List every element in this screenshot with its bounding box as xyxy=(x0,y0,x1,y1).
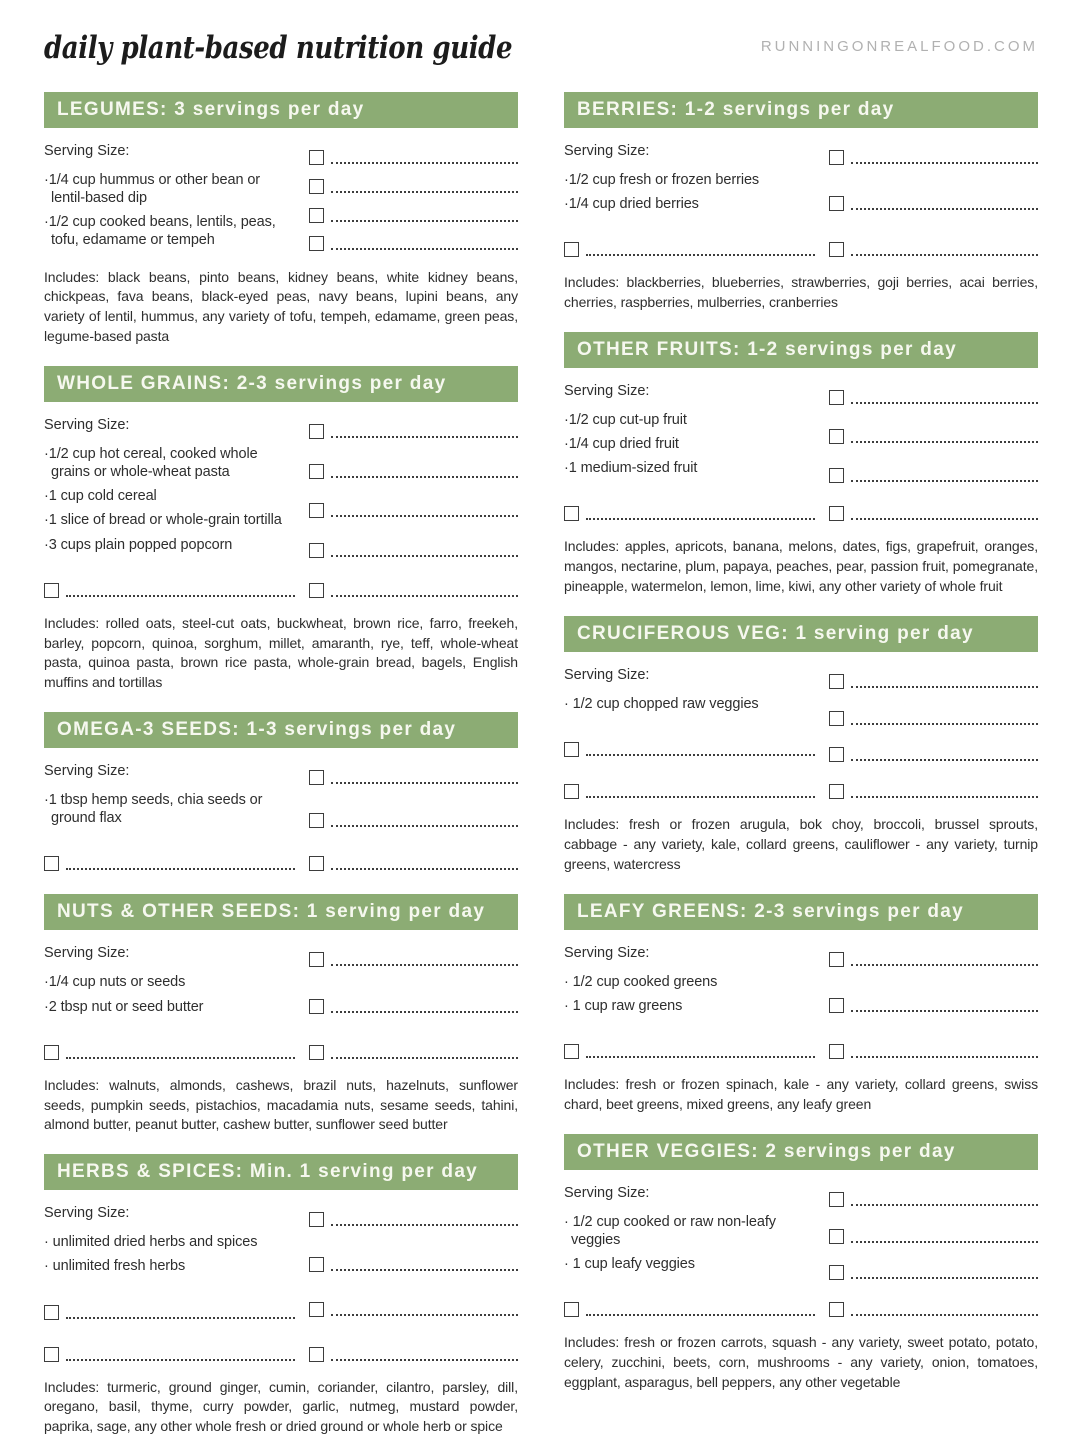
write-in-line[interactable] xyxy=(586,254,815,256)
tracking-row xyxy=(309,1342,518,1362)
section-body xyxy=(44,141,518,256)
page-title: daily plant-based nutrition guide xyxy=(44,30,513,66)
write-in-line[interactable] xyxy=(331,476,518,478)
serving-option-item: ·1 slice of bread or whole-grain tortilla xyxy=(44,512,282,529)
serving-option-item: ·3 cups plain popped popcorn xyxy=(44,536,233,553)
tracking-row xyxy=(309,851,518,871)
section-body xyxy=(564,1183,1038,1321)
serving-info-column xyxy=(564,381,829,525)
section-nuts-other-seeds xyxy=(44,894,518,1135)
write-in-line[interactable] xyxy=(586,1056,815,1058)
checkbox[interactable] xyxy=(309,236,324,251)
tracking-row xyxy=(44,1342,295,1362)
section-header: OMEGA-3 SEEDS: 1-3 servings per day xyxy=(44,712,518,748)
section-header: LEGUMES: 3 servings per day xyxy=(44,92,518,128)
serving-option-item: ·1 cup cold cereal xyxy=(44,488,157,505)
tracking-row xyxy=(309,419,518,439)
write-in-line[interactable] xyxy=(586,1314,815,1316)
serving-info-column xyxy=(44,943,309,1063)
serving-option-item: ·2 tbsp nut or seed butter xyxy=(44,998,204,1015)
tracking-row xyxy=(829,742,1038,762)
serving-option-item: · 1/2 cup cooked or raw non-leafy veggies xyxy=(564,1213,776,1248)
serving-size-label: Serving Size: xyxy=(44,143,130,159)
write-in-line[interactable] xyxy=(586,518,815,520)
includes-text: Includes: fresh or frozen spinach, kale - any variety, collard greens, swiss chard, beet greens, mixed greens, any leafy green xyxy=(564,1076,1038,1112)
tracking-row xyxy=(309,994,518,1014)
checkbox[interactable] xyxy=(564,242,579,257)
tracking-row xyxy=(829,947,1038,967)
tracking-row xyxy=(829,1039,1038,1059)
serving-info-column xyxy=(564,943,829,1063)
tracking-row xyxy=(309,808,518,828)
serving-options xyxy=(44,785,295,833)
serving-info-column xyxy=(564,665,829,803)
section-berries xyxy=(564,92,1038,313)
write-in-line[interactable] xyxy=(331,515,518,517)
section-header: BERRIES: 1-2 servings per day xyxy=(564,92,1038,128)
write-in-line[interactable] xyxy=(331,555,518,557)
serving-size-label: Serving Size: xyxy=(44,1205,130,1222)
checkbox[interactable] xyxy=(309,583,324,598)
tracking-row xyxy=(829,145,1038,165)
serving-options xyxy=(564,1207,815,1279)
write-in-line[interactable] xyxy=(331,220,518,222)
checkbox[interactable] xyxy=(309,770,324,785)
write-in-line[interactable] xyxy=(331,162,518,164)
serving-options xyxy=(44,967,295,1021)
checkbox[interactable] xyxy=(829,242,844,257)
includes-text: Includes: black beans, pinto beans, kidney beans, white kidney beans, chickpeas, fava beans, black-eyed peas, navy beans, lupini beans, any variety of lentil, hummus, any variety of tofu, tempeh, edamame, green peas, legume-based pasta xyxy=(44,268,518,345)
tracking-row xyxy=(309,231,518,251)
serving-option-item: · 1 cup raw greens xyxy=(564,997,683,1014)
section-body xyxy=(564,665,1038,803)
section-body xyxy=(44,415,518,602)
checkbox[interactable] xyxy=(309,813,324,828)
checkbox[interactable] xyxy=(309,150,324,165)
checkbox[interactable] xyxy=(44,1347,59,1362)
checkbox[interactable] xyxy=(44,1305,59,1320)
tracking-row xyxy=(44,578,295,598)
serving-size-label: Serving Size: xyxy=(564,1184,650,1201)
checkbox[interactable] xyxy=(829,784,844,799)
write-in-line[interactable] xyxy=(851,1241,1038,1243)
includes-text: Includes: fresh or frozen carrots, squash - any variety, sweet potato, potato, celery, zucchini, beets, corn, mushrooms - any variety, onion, tomatoes, eggplant, asparagus, bell peppers, any other vegetable xyxy=(564,1334,1038,1390)
left-column xyxy=(44,92,518,1456)
section-header: NUTS & OTHER SEEDS: 1 serving per day xyxy=(44,894,518,930)
includes-text: Includes: turmeric, ground ginger, cumin, coriander, cilantro, parsley, dill, oregano, basil, thyme, curry powder, garlic, nutmeg, mustard powder, paprika, sage, any other whole fresh or dried ground or whole herb or spice xyxy=(44,1378,518,1435)
tracking-row xyxy=(309,203,518,223)
write-in-line[interactable] xyxy=(331,595,518,597)
serving-options xyxy=(564,405,815,483)
checkbox-column xyxy=(829,1183,1038,1321)
tracking-row xyxy=(309,1252,518,1272)
tracking-row xyxy=(309,947,518,967)
includes-text: Includes: fresh or frozen arugula, bok choy, broccoli, brussel sprouts, cabbage - any variety, kale, collard greens, cauliflower - any variety, turnip greens, watercress xyxy=(564,816,1038,872)
tracking-row xyxy=(309,1207,518,1227)
checkbox-column xyxy=(829,141,1038,261)
serving-option-item: ·1/4 cup nuts or seeds xyxy=(44,974,186,991)
tracking-row xyxy=(829,191,1038,211)
checkbox[interactable] xyxy=(829,1265,844,1280)
checkbox[interactable] xyxy=(829,1044,844,1059)
serving-option-item: ·1/4 cup hummus or other bean or lentil-based dip xyxy=(44,172,261,207)
write-in-line[interactable] xyxy=(331,964,518,966)
write-in-line[interactable] xyxy=(851,254,1038,256)
right-column xyxy=(564,92,1038,1456)
section-body xyxy=(564,141,1038,261)
checkbox[interactable] xyxy=(564,506,579,521)
checkbox-column xyxy=(309,943,518,1063)
tracking-row xyxy=(564,237,815,257)
tracking-row xyxy=(309,1297,518,1317)
write-in-line[interactable] xyxy=(331,1057,518,1059)
tracking-row xyxy=(309,538,518,558)
includes-text: Includes: blackberries, blueberries, strawberries, goji berries, acai berries, cherries, raspberries, mulberries, cranberries xyxy=(564,274,1038,311)
checkbox[interactable] xyxy=(829,506,844,521)
write-in-line[interactable] xyxy=(331,825,518,827)
tracking-row xyxy=(564,1039,815,1059)
serving-size-label: Serving Size: xyxy=(44,945,130,962)
write-in-line[interactable] xyxy=(851,1314,1038,1316)
serving-size-label: Serving Size: xyxy=(44,763,130,780)
checkbox[interactable] xyxy=(829,998,844,1013)
section-header: CRUCIFEROUS VEG: 1 serving per day xyxy=(564,616,1038,652)
checkbox[interactable] xyxy=(309,856,324,871)
section-header: OTHER VEGGIES: 2 servings per day xyxy=(564,1134,1038,1170)
write-in-line[interactable] xyxy=(851,402,1038,404)
write-in-line[interactable] xyxy=(851,964,1038,966)
checkbox[interactable] xyxy=(309,179,324,194)
write-in-line[interactable] xyxy=(331,1359,518,1361)
includes-text: Includes: rolled oats, steel-cut oats, buckwheat, brown rice, farro, freekeh, barley, popcorn, quinoa, sorghum, millet, amaranth, rye, teff, whole-wheat pasta, quinoa pasta, brown rice pasta, whole-grain bread, bagels, English muffins and tortillas xyxy=(44,614,518,691)
checkbox[interactable] xyxy=(564,1044,579,1059)
tracking-row xyxy=(309,174,518,194)
checkbox[interactable] xyxy=(829,1302,844,1317)
serving-info-column xyxy=(564,1183,829,1321)
serving-options xyxy=(564,967,815,1021)
checkbox[interactable] xyxy=(829,390,844,405)
write-in-line[interactable] xyxy=(66,1317,295,1319)
checkbox[interactable] xyxy=(309,424,324,439)
checkbox[interactable] xyxy=(829,150,844,165)
checkbox-column xyxy=(309,415,518,602)
checkbox[interactable] xyxy=(44,583,59,598)
serving-option-item: ·1/2 cup cut-up fruit xyxy=(564,412,687,428)
tracking-row xyxy=(829,706,1038,726)
serving-options xyxy=(44,165,295,256)
write-in-line[interactable] xyxy=(331,782,518,784)
tracking-row xyxy=(829,779,1038,799)
tracking-row xyxy=(44,851,295,871)
section-body xyxy=(44,761,518,875)
section-header: WHOLE GRAINS: 2-3 servings per day xyxy=(44,366,518,402)
serving-options xyxy=(44,439,295,560)
tracking-row xyxy=(829,385,1038,405)
serving-option-item: ·1/2 cup cooked beans, lentils, peas, tofu, edamame or tempeh xyxy=(44,214,276,249)
write-in-line[interactable] xyxy=(331,868,518,870)
write-in-line[interactable] xyxy=(331,191,518,193)
write-in-line[interactable] xyxy=(66,595,295,597)
checkbox[interactable] xyxy=(829,1229,844,1244)
write-in-line[interactable] xyxy=(586,796,815,798)
serving-option-item: · unlimited fresh herbs xyxy=(44,1258,186,1275)
checkbox[interactable] xyxy=(309,208,324,223)
tracking-row xyxy=(829,501,1038,521)
serving-option-item: ·1/2 cup hot cereal, cooked whole grains or whole-wheat pasta xyxy=(44,446,258,481)
checkbox-column xyxy=(309,141,518,256)
serving-size-label: Serving Size: xyxy=(564,383,650,399)
checkbox[interactable] xyxy=(309,1302,324,1317)
tracking-row xyxy=(829,1224,1038,1244)
serving-info-column xyxy=(44,415,309,602)
write-in-line[interactable] xyxy=(331,1224,518,1226)
serving-options xyxy=(564,165,815,219)
checkbox-column xyxy=(829,381,1038,525)
checkbox-column xyxy=(829,665,1038,803)
tracking-row xyxy=(564,779,815,799)
tracking-row xyxy=(309,765,518,785)
section-herbs-spices xyxy=(44,1154,518,1437)
tracking-row xyxy=(829,669,1038,689)
site-url: RUNNINGONREALFOOD.COM xyxy=(760,38,1038,55)
write-in-line[interactable] xyxy=(851,796,1038,798)
checkbox[interactable] xyxy=(829,468,844,483)
write-in-line[interactable] xyxy=(331,1011,518,1013)
checkbox[interactable] xyxy=(309,999,324,1014)
section-cruciferous-veg xyxy=(564,616,1038,875)
serving-options xyxy=(564,689,815,719)
checkbox[interactable] xyxy=(829,1192,844,1207)
write-in-line[interactable] xyxy=(586,754,815,756)
write-in-line[interactable] xyxy=(851,208,1038,210)
sections-grid xyxy=(44,92,1038,1456)
tracking-row xyxy=(829,1187,1038,1207)
write-in-line[interactable] xyxy=(851,441,1038,443)
section-legumes xyxy=(44,92,518,347)
tracking-row xyxy=(829,237,1038,257)
checkbox[interactable] xyxy=(829,674,844,689)
checkbox[interactable] xyxy=(564,742,579,757)
serving-option-item: ·1 medium-sized fruit xyxy=(564,460,698,477)
checkbox[interactable] xyxy=(309,1212,324,1227)
tracking-row xyxy=(564,1297,815,1317)
write-in-line[interactable] xyxy=(331,248,518,250)
section-header: HERBS & SPICES: Min. 1 serving per day xyxy=(44,1154,518,1190)
serving-size-label: Serving Size: xyxy=(564,667,650,683)
write-in-line[interactable] xyxy=(851,480,1038,482)
serving-info-column xyxy=(564,141,829,261)
write-in-line[interactable] xyxy=(851,518,1038,520)
serving-size-label: Serving Size: xyxy=(564,944,650,961)
write-in-line[interactable] xyxy=(331,436,518,438)
checkbox[interactable] xyxy=(829,952,844,967)
checkbox[interactable] xyxy=(829,429,844,444)
tracking-row xyxy=(564,501,815,521)
tracking-row xyxy=(829,463,1038,483)
checkbox[interactable] xyxy=(829,711,844,726)
write-in-line[interactable] xyxy=(331,1314,518,1316)
section-header: OTHER FRUITS: 1-2 servings per day xyxy=(564,332,1038,368)
checkbox[interactable] xyxy=(309,464,324,479)
masthead xyxy=(44,30,1038,66)
tracking-row xyxy=(829,1297,1038,1317)
section-whole-grains xyxy=(44,366,518,693)
serving-info-column xyxy=(44,761,309,875)
section-other-fruits xyxy=(564,332,1038,597)
checkbox[interactable] xyxy=(44,1045,59,1060)
checkbox[interactable] xyxy=(309,1257,324,1272)
section-body xyxy=(44,1203,518,1365)
serving-option-item: ·1/2 cup fresh or frozen berries xyxy=(564,172,760,188)
tracking-row xyxy=(564,737,815,757)
tracking-row xyxy=(309,1040,518,1060)
serving-info-column xyxy=(44,1203,309,1365)
write-in-line[interactable] xyxy=(331,1269,518,1271)
checkbox[interactable] xyxy=(564,784,579,799)
tracking-row xyxy=(309,498,518,518)
serving-option-item: · unlimited dried herbs and spices xyxy=(44,1234,258,1251)
write-in-line[interactable] xyxy=(66,868,295,870)
serving-info-column xyxy=(44,141,309,256)
section-body xyxy=(564,943,1038,1063)
serving-option-item: · 1/2 cup cooked greens xyxy=(564,973,718,990)
tracking-row xyxy=(44,1040,295,1060)
serving-option-item: ·1/4 cup dried berries xyxy=(564,196,699,213)
serving-option-item: · 1 cup leafy veggies xyxy=(564,1256,695,1272)
checkbox[interactable] xyxy=(829,196,844,211)
checkbox[interactable] xyxy=(44,856,59,871)
write-in-line[interactable] xyxy=(851,162,1038,164)
write-in-line[interactable] xyxy=(851,1056,1038,1058)
tracking-row xyxy=(829,424,1038,444)
write-in-line[interactable] xyxy=(66,1359,295,1361)
section-body xyxy=(44,943,518,1063)
tracking-row xyxy=(309,578,518,598)
serving-size-label: Serving Size: xyxy=(564,143,650,159)
checkbox[interactable] xyxy=(309,1347,324,1362)
checkbox-column xyxy=(309,1203,518,1365)
tracking-row xyxy=(829,993,1038,1013)
checkbox-column xyxy=(829,943,1038,1063)
checkbox-column xyxy=(309,761,518,875)
serving-option-item: ·1 tbsp hemp seeds, chia seeds or ground flax xyxy=(44,792,263,827)
checkbox[interactable] xyxy=(309,503,324,518)
tracking-row xyxy=(44,1300,295,1320)
section-body xyxy=(564,381,1038,525)
includes-text: Includes: apples, apricots, banana, melons, dates, figs, grapefruit, oranges, mangos, nectarine, plum, papaya, peaches, pear, passion fruit, pomegranate, pineapple, watermelon, lemon, lime, kiwi, any other variety of whole fruit xyxy=(564,538,1038,595)
write-in-line[interactable] xyxy=(66,1057,295,1059)
checkbox[interactable] xyxy=(309,1045,324,1060)
serving-size-label: Serving Size: xyxy=(44,417,130,433)
tracking-row xyxy=(829,1260,1038,1280)
section-leafy-greens xyxy=(564,894,1038,1115)
write-in-line[interactable] xyxy=(851,1277,1038,1279)
tracking-row xyxy=(309,459,518,479)
write-in-line[interactable] xyxy=(851,686,1038,688)
serving-option-item: · 1/2 cup chopped raw veggies xyxy=(564,696,759,712)
write-in-line[interactable] xyxy=(851,759,1038,761)
serving-option-item: ·1/4 cup dried fruit xyxy=(564,436,679,453)
section-omega-3-seeds xyxy=(44,712,518,875)
write-in-line[interactable] xyxy=(851,1010,1038,1012)
checkbox[interactable] xyxy=(309,952,324,967)
section-other-veggies xyxy=(564,1134,1038,1393)
includes-text: Includes: walnuts, almonds, cashews, brazil nuts, hazelnuts, sunflower seeds, pumpkin seeds, pistachios, macadamia nuts, sesame seeds, tahini, almond butter, peanut butter, cashew butter, sunflower seed butter xyxy=(44,1076,518,1133)
checkbox[interactable] xyxy=(829,747,844,762)
tracking-row xyxy=(309,145,518,165)
serving-options xyxy=(44,1227,295,1281)
write-in-line[interactable] xyxy=(851,723,1038,725)
section-header: LEAFY GREENS: 2-3 servings per day xyxy=(564,894,1038,930)
checkbox[interactable] xyxy=(564,1302,579,1317)
checkbox[interactable] xyxy=(309,543,324,558)
write-in-line[interactable] xyxy=(851,1204,1038,1206)
